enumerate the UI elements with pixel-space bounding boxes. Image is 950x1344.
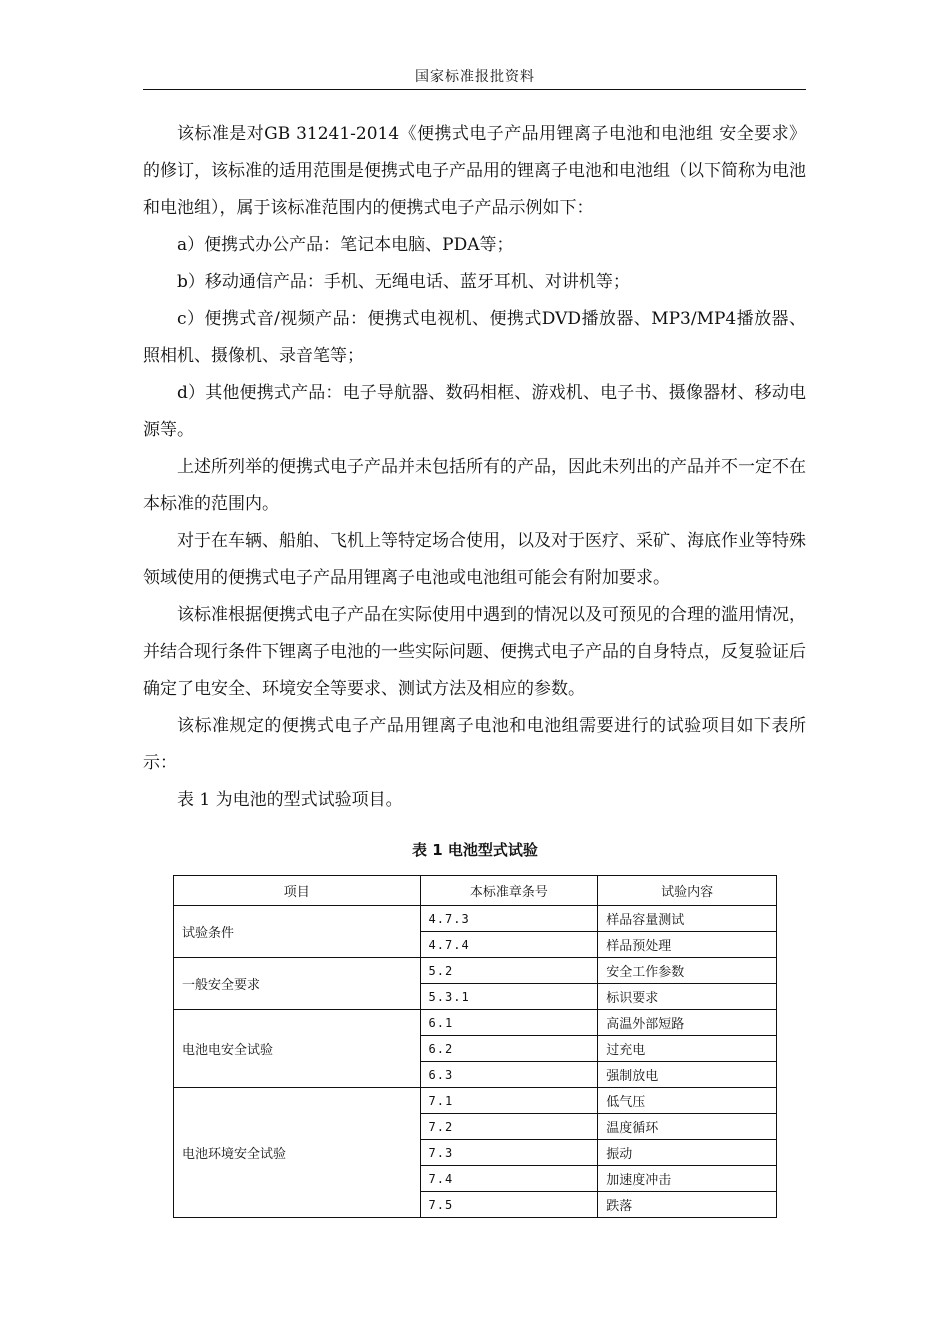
content-cell: 温度循环 — [598, 1114, 777, 1140]
table-caption: 表 1 电池型式试验 — [412, 841, 538, 859]
page-header-title: 国家标准报批资料 — [415, 69, 535, 85]
group-item: 试验条件 — [174, 906, 421, 958]
clause-cell: 7.1 — [420, 1088, 598, 1114]
content-cell: 加速度冲击 — [598, 1166, 777, 1192]
table-header-row — [174, 876, 777, 906]
list-item-other: d）其他便携式产品：电子导航器、数码相框、游戏机、电子书、摄像器材、移动电源等。 — [143, 383, 806, 440]
body-text — [143, 116, 806, 819]
paragraph-not-exhaustive: 上述所列举的便携式电子产品并未包括所有的产品，因此未列出的产品并不一定不在本标准的范围内。 — [143, 457, 806, 514]
header-item: 项目 — [174, 876, 421, 906]
clause-cell: 5.2 — [420, 958, 598, 984]
table-row — [174, 1010, 777, 1036]
paragraph-table-intro: 表 1 为电池的型式试验项目。 — [177, 790, 403, 810]
clause-cell: 4.7.3 — [420, 906, 598, 932]
list-item-communication: b）移动通信产品：手机、无绳电话、蓝牙耳机、对讲机等； — [177, 272, 630, 292]
clause-cell: 7.2 — [420, 1114, 598, 1140]
header-divider — [143, 89, 806, 90]
content-cell: 安全工作参数 — [598, 958, 777, 984]
clause-cell: 7.4 — [420, 1166, 598, 1192]
table-row — [174, 1088, 777, 1114]
clause-cell: 6.3 — [420, 1062, 598, 1088]
header-content: 试验内容 — [598, 876, 777, 906]
paragraph-scope: 该标准是对GB 31241-2014《便携式电子产品用锂离子电池和电池组 安全要求》的修订，该标准的适用范围是便携式电子产品用的锂离子电池和电池组（以下简称为电池和电池组），属于该标准范围内的便携式电子产品示例如下： — [143, 124, 806, 218]
content-cell: 低气压 — [598, 1088, 777, 1114]
content-cell: 跌落 — [598, 1192, 777, 1218]
group-item: 电池环境安全试验 — [174, 1088, 421, 1218]
content-cell: 样品容量测试 — [598, 906, 777, 932]
header-clause: 本标准章条号 — [420, 876, 598, 906]
clause-cell: 7.3 — [420, 1140, 598, 1166]
content-cell: 样品预处理 — [598, 932, 777, 958]
clause-cell: 6.1 — [420, 1010, 598, 1036]
paragraph-basis: 该标准根据便携式电子产品在实际使用中遇到的情况以及可预见的合理的滥用情况，并结合现行条件下锂离子电池的一些实际问题、便携式电子产品的自身特点，反复验证后确定了电安全、环境安全等要求、测试方法及相应的参数。 — [143, 605, 806, 699]
clause-cell: 6.2 — [420, 1036, 598, 1062]
clause-cell: 5.3.1 — [420, 984, 598, 1010]
content-cell: 强制放电 — [598, 1062, 777, 1088]
content-cell: 标识要求 — [598, 984, 777, 1010]
clause-cell: 7.5 — [420, 1192, 598, 1218]
paragraph-special-fields: 对于在车辆、船舶、飞机上等特定场合使用，以及对于医疗、采矿、海底作业等特殊领域使用的便携式电子产品用锂离子电池或电池组可能会有附加要求。 — [143, 531, 806, 588]
clause-cell: 4.7.4 — [420, 932, 598, 958]
content-cell: 振动 — [598, 1140, 777, 1166]
content-cell: 过充电 — [598, 1036, 777, 1062]
content-cell: 高温外部短路 — [598, 1010, 777, 1036]
table-row — [174, 906, 777, 932]
table-row — [174, 958, 777, 984]
group-item: 电池电安全试验 — [174, 1010, 421, 1088]
list-item-office: a）便携式办公产品：笔记本电脑、PDA等； — [177, 235, 514, 255]
battery-type-test-table — [173, 875, 777, 1218]
list-item-audio-video: c）便携式音/视频产品：便携式电视机、便携式DVD播放器、MP3/MP4播放器、照相机、摄像机、录音笔等； — [143, 309, 806, 366]
paragraph-test-items: 该标准规定的便携式电子产品用锂离子电池和电池组需要进行的试验项目如下表所示： — [143, 716, 806, 773]
group-item: 一般安全要求 — [174, 958, 421, 1010]
